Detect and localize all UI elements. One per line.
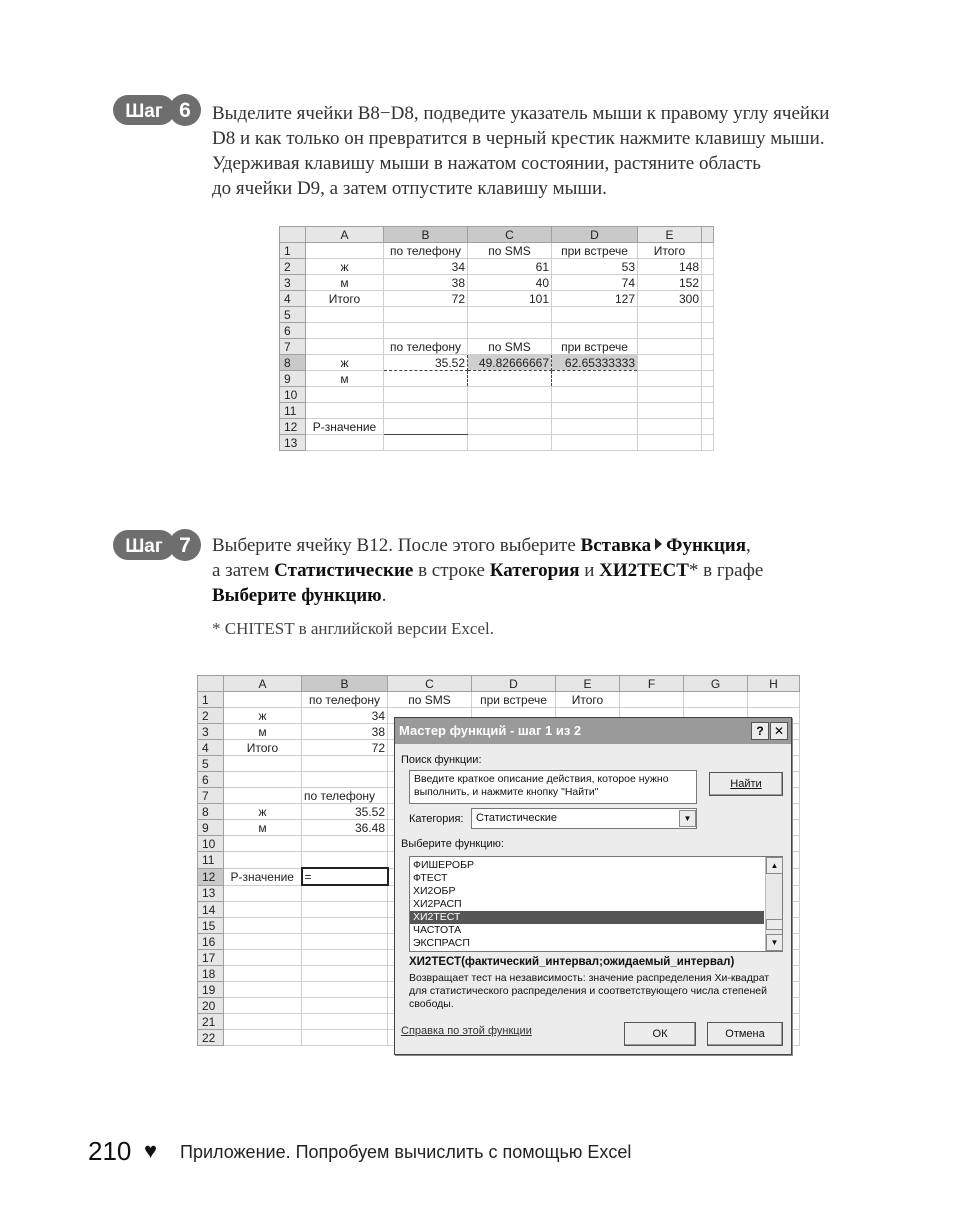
list-scrollbar[interactable]	[765, 857, 782, 951]
row-header[interactable]: 13	[280, 435, 306, 451]
sheet-cell[interactable]: Р-значение	[306, 419, 384, 435]
sheet-cell[interactable]: Итого	[306, 291, 384, 307]
step-7-badge	[112, 528, 204, 562]
column-header[interactable]: D	[472, 676, 556, 692]
svg-text:Шаг: Шаг	[125, 101, 163, 122]
category-select[interactable]	[471, 808, 697, 829]
sheet-cell[interactable]: 148	[638, 259, 702, 275]
corner-cell[interactable]	[280, 227, 306, 243]
sheet-cell[interactable]	[748, 692, 800, 708]
sheet-cell[interactable]	[302, 902, 388, 918]
sheet-cell[interactable]: при встрече	[552, 339, 638, 355]
row-header[interactable]: 10	[198, 836, 224, 852]
row-header[interactable]: 11	[280, 403, 306, 419]
step-6-text	[212, 101, 829, 201]
sheet-cell[interactable]	[384, 387, 468, 403]
page-number: 210	[88, 1136, 132, 1166]
sheet-cell[interactable]	[684, 692, 748, 708]
sheet-cell[interactable]	[702, 419, 714, 435]
heart-icon: ♥	[144, 1138, 158, 1163]
sheet-cell[interactable]	[384, 403, 468, 419]
sheet-cell[interactable]: 61	[468, 259, 552, 275]
row-header[interactable]: 12	[198, 868, 224, 885]
sheet-cell[interactable]: м	[224, 820, 302, 836]
sheet-cell[interactable]	[224, 756, 302, 772]
ok-button[interactable]: ОК	[624, 1022, 696, 1046]
function-list-item[interactable]: ЧАСТОТА	[413, 924, 462, 936]
sheet-cell[interactable]	[552, 371, 638, 387]
sheet-cell[interactable]: Итого	[556, 692, 620, 708]
sheet-cell[interactable]: по телефону	[384, 339, 468, 355]
sheet-cell[interactable]: по SMS	[468, 243, 552, 259]
close-button[interactable]: ✕	[770, 722, 788, 740]
sheet-cell[interactable]	[468, 419, 552, 435]
row-header[interactable]: 12	[280, 419, 306, 435]
sheet-cell[interactable]	[702, 339, 714, 355]
row-header[interactable]: 8	[280, 355, 306, 371]
sheet-cell[interactable]	[302, 966, 388, 982]
row-header[interactable]: 3	[198, 724, 224, 740]
sheet-cell[interactable]	[302, 756, 388, 772]
sheet-cell[interactable]: м	[306, 275, 384, 291]
function-list-item[interactable]: ЭКСПРАСП	[413, 937, 470, 949]
sheet-cell[interactable]	[306, 403, 384, 419]
sheet-cell[interactable]: 152	[638, 275, 702, 291]
sheet-cell[interactable]	[224, 998, 302, 1014]
row-header[interactable]: 7	[198, 788, 224, 804]
sheet-cell[interactable]: Итого	[638, 243, 702, 259]
column-header[interactable]: C	[388, 676, 472, 692]
function-description: Возвращает тест на независимость: значение распределения Хи-квадрат для статистического распределения и соответствующего числа степеней свободы.	[409, 972, 770, 1010]
sheet-cell[interactable]: 38	[302, 724, 388, 740]
sheet-cell[interactable]: Итого	[224, 740, 302, 756]
sheet-cell[interactable]: 49.82666667	[468, 355, 552, 371]
row-header[interactable]: 19	[198, 982, 224, 998]
chevron-down-icon[interactable]: ▼	[679, 810, 696, 827]
cancel-button[interactable]: Отмена	[707, 1022, 783, 1046]
column-header[interactable]: B	[302, 676, 388, 692]
sheet-cell[interactable]	[702, 323, 714, 339]
sheet-cell[interactable]	[552, 419, 638, 435]
scroll-down-icon[interactable]: ▼	[766, 934, 783, 951]
row-header[interactable]: 8	[198, 804, 224, 820]
row-header[interactable]: 22	[198, 1030, 224, 1046]
svg-text:7: 7	[179, 534, 191, 557]
sheet-cell[interactable]	[306, 435, 384, 451]
sheet-cell[interactable]	[224, 772, 302, 788]
row-header[interactable]: 18	[198, 966, 224, 982]
sheet-cell[interactable]	[468, 387, 552, 403]
column-header[interactable]: E	[638, 227, 702, 243]
sheet-cell[interactable]: при встрече	[472, 692, 556, 708]
sheet-cell[interactable]: 101	[468, 291, 552, 307]
sheet-cell[interactable]	[302, 950, 388, 966]
step-6-badge	[112, 93, 204, 127]
sheet-cell[interactable]	[224, 918, 302, 934]
table-row	[280, 339, 714, 355]
sheet-cell[interactable]	[306, 323, 384, 339]
table-row	[280, 307, 714, 323]
table-row	[280, 323, 714, 339]
sheet-cell[interactable]: 72	[384, 291, 468, 307]
sheet-cell[interactable]	[302, 852, 388, 869]
row-header[interactable]: 7	[280, 339, 306, 355]
row-header[interactable]: 4	[280, 291, 306, 307]
row-header[interactable]: 5	[198, 756, 224, 772]
sheet-cell[interactable]: 34	[384, 259, 468, 275]
sheet-cell[interactable]	[638, 323, 702, 339]
table-row	[280, 435, 714, 451]
row-header[interactable]: 11	[198, 852, 224, 869]
sheet-cell[interactable]	[384, 371, 468, 387]
column-header[interactable]: C	[468, 227, 552, 243]
sheet-cell[interactable]	[638, 403, 702, 419]
help-link[interactable]: Справка по этой функции	[401, 1025, 532, 1037]
step-6-line: до ячейки D9, а затем отпустите клавишу мыши.	[212, 178, 607, 199]
sheet-cell[interactable]	[384, 323, 468, 339]
column-header[interactable]: A	[224, 676, 302, 692]
table-row	[280, 387, 714, 403]
sheet-cell[interactable]	[552, 435, 638, 451]
step-6-line: Выделите ячейки B8−D8, подведите указатель мыши к правому углу ячейки	[212, 103, 830, 124]
sheet-cell[interactable]: при встрече	[552, 243, 638, 259]
sheet-cell[interactable]: 35.52	[302, 804, 388, 820]
row-header[interactable]: 1	[280, 243, 306, 259]
scroll-up-icon[interactable]: ▲	[766, 857, 783, 874]
sheet-cell[interactable]: 62.65333333	[552, 355, 638, 371]
sheet-cell[interactable]	[224, 934, 302, 950]
column-header[interactable]	[702, 227, 714, 243]
sheet-cell[interactable]	[552, 323, 638, 339]
column-header[interactable]: F	[620, 676, 684, 692]
row-header[interactable]: 14	[198, 902, 224, 918]
row-header[interactable]: 21	[198, 1014, 224, 1030]
sheet-cell[interactable]	[302, 998, 388, 1014]
row-header[interactable]: 20	[198, 998, 224, 1014]
svg-text:6: 6	[179, 99, 191, 122]
sheet-cell[interactable]	[302, 772, 388, 788]
sheet-cell[interactable]	[224, 788, 302, 804]
sheet-cell[interactable]: ж	[306, 259, 384, 275]
row-header[interactable]: 3	[280, 275, 306, 291]
sheet-cell[interactable]	[302, 982, 388, 998]
table-row	[280, 291, 714, 307]
sheet-cell[interactable]	[468, 371, 552, 387]
sheet-cell[interactable]	[468, 323, 552, 339]
footnote: * CHITEST в английской версии Excel.	[212, 619, 494, 638]
table-row	[198, 692, 800, 708]
function-list-item[interactable]: ХИ2ТЕСТ	[410, 911, 764, 924]
table-row	[280, 403, 714, 419]
function-list-item[interactable]: ХИ2ОБР	[413, 885, 456, 897]
sheet-cell[interactable]: =	[302, 868, 388, 885]
sheet-cell[interactable]	[224, 966, 302, 982]
sheet-cell[interactable]	[552, 387, 638, 403]
sheet-cell[interactable]	[638, 307, 702, 323]
search-label: Поиск функции:	[401, 754, 482, 766]
column-header[interactable]: B	[384, 227, 468, 243]
sheet-cell[interactable]	[306, 243, 384, 259]
row-header[interactable]: 1	[198, 692, 224, 708]
sheet-cell[interactable]	[302, 1030, 388, 1046]
sheet-cell[interactable]: по телефону	[384, 243, 468, 259]
sheet-cell[interactable]: 40	[468, 275, 552, 291]
row-header[interactable]: 6	[198, 772, 224, 788]
sheet-cell[interactable]	[306, 387, 384, 403]
help-button[interactable]: ?	[751, 722, 769, 740]
step-6-line: D8 и как только он превратится в черный крестик нажмите клавишу мыши.	[212, 128, 825, 149]
sheet-cell[interactable]	[224, 902, 302, 918]
menu-arrow-icon	[655, 538, 662, 550]
function-signature: ХИ2ТЕСТ(фактический_интервал;ожидаемый_интервал)	[409, 956, 735, 968]
sheet-cell[interactable]	[702, 275, 714, 291]
sheet-cell[interactable]	[224, 982, 302, 998]
sheet-cell[interactable]	[638, 355, 702, 371]
dialog-title: Мастер функций - шаг 1 из 2	[395, 718, 791, 744]
search-input[interactable]: Введите краткое описание действия, которое нужно выполнить, и нажмите кнопку "Найти"	[409, 770, 697, 804]
sheet-cell[interactable]	[552, 403, 638, 419]
sheet-cell[interactable]: 127	[552, 291, 638, 307]
find-button[interactable]: Найти	[709, 772, 783, 796]
sheet-cell[interactable]	[302, 836, 388, 852]
step-7-line-3: Выберите функцию.	[212, 585, 387, 606]
sheet-cell[interactable]	[638, 339, 702, 355]
sheet-cell[interactable]: по SMS	[388, 692, 472, 708]
table-row	[280, 371, 714, 387]
row-header[interactable]: 9	[198, 820, 224, 836]
sheet-cell[interactable]	[468, 307, 552, 323]
sheet-cell[interactable]	[224, 1030, 302, 1046]
row-header[interactable]: 16	[198, 934, 224, 950]
column-header[interactable]: G	[684, 676, 748, 692]
sheet-cell[interactable]: м	[224, 724, 302, 740]
sheet-cell[interactable]	[702, 403, 714, 419]
sheet-cell[interactable]	[224, 692, 302, 708]
sheet-cell[interactable]: 35.52	[384, 355, 468, 371]
sheet-cell[interactable]	[224, 852, 302, 869]
sheet-cell[interactable]	[638, 371, 702, 387]
sheet-cell[interactable]	[224, 836, 302, 852]
table-row	[280, 355, 714, 371]
sheet-cell[interactable]: ж	[224, 804, 302, 820]
function-list-item[interactable]: ХИ2РАСП	[413, 898, 462, 910]
sheet-cell[interactable]: по телефону	[302, 788, 388, 804]
sheet-cell[interactable]	[224, 950, 302, 966]
sheet-cell[interactable]	[384, 307, 468, 323]
sheet-cell[interactable]: 34	[302, 708, 388, 724]
row-header[interactable]: 10	[280, 387, 306, 403]
table-row	[280, 275, 714, 291]
scroll-thumb[interactable]	[766, 919, 783, 930]
row-header[interactable]: 15	[198, 918, 224, 934]
row-header[interactable]: 9	[280, 371, 306, 387]
sheet-cell[interactable]	[384, 419, 468, 435]
sheet-cell[interactable]: 53	[552, 259, 638, 275]
function-list[interactable]	[409, 856, 783, 952]
sheet-cell[interactable]	[224, 1014, 302, 1030]
sheet-cell[interactable]	[384, 435, 468, 451]
column-header[interactable]: E	[556, 676, 620, 692]
row-header[interactable]: 4	[198, 740, 224, 756]
sheet-cell[interactable]: 74	[552, 275, 638, 291]
sheet-cell[interactable]	[702, 435, 714, 451]
row-header[interactable]: 13	[198, 885, 224, 902]
row-header[interactable]: 2	[280, 259, 306, 275]
sheet-cell[interactable]	[224, 885, 302, 902]
sheet-cell[interactable]	[302, 918, 388, 934]
row-header[interactable]: 6	[280, 323, 306, 339]
sheet-cell[interactable]	[702, 259, 714, 275]
table-row	[280, 419, 714, 435]
sheet-cell[interactable]	[302, 934, 388, 950]
step-7-line-2: а затем Статистические в строке Категория и ХИ2ТЕСТ* в графе	[212, 560, 764, 581]
sheet-cell[interactable]	[302, 885, 388, 902]
sheet-cell[interactable]	[702, 371, 714, 387]
sheet-cell[interactable]: Р-значение	[224, 868, 302, 885]
sheet-cell[interactable]: по телефону	[302, 692, 388, 708]
sheet-cell[interactable]	[638, 419, 702, 435]
function-list-item[interactable]: ФИШЕРОБР	[413, 859, 474, 871]
sheet-cell[interactable]: ж	[224, 708, 302, 724]
category-value: Статистические	[476, 812, 558, 824]
sheet-cell[interactable]: 300	[638, 291, 702, 307]
column-header[interactable]: H	[748, 676, 800, 692]
row-header[interactable]: 17	[198, 950, 224, 966]
row-header[interactable]: 2	[198, 708, 224, 724]
sheet-cell[interactable]	[306, 307, 384, 323]
sheet-cell[interactable]	[702, 307, 714, 323]
sheet-cell[interactable]: м	[306, 371, 384, 387]
sheet-cell[interactable]: 36.48	[302, 820, 388, 836]
function-wizard-dialog	[394, 717, 792, 1055]
sheet-cell[interactable]	[306, 339, 384, 355]
column-header[interactable]: A	[306, 227, 384, 243]
sheet-cell[interactable]: ж	[306, 355, 384, 371]
sheet-cell[interactable]	[468, 403, 552, 419]
step-7-line-1: Выберите ячейку B12. После этого выберите Вставка Функция,	[212, 535, 751, 556]
svg-text:Шаг: Шаг	[125, 536, 163, 557]
sheet-cell[interactable]: 38	[384, 275, 468, 291]
sheet-cell[interactable]	[702, 387, 714, 403]
function-list-item[interactable]: ФТЕСТ	[413, 872, 448, 884]
sheet-cell[interactable]	[702, 291, 714, 307]
sheet-cell[interactable]	[468, 435, 552, 451]
sheet-cell[interactable]	[702, 355, 714, 371]
sheet-cell[interactable]	[702, 243, 714, 259]
sheet-cell[interactable]	[302, 1014, 388, 1030]
corner-cell[interactable]	[198, 676, 224, 692]
running-footer: Приложение. Попробуем вычислить с помощью Excel	[180, 1142, 632, 1162]
table-row	[280, 243, 714, 259]
sheet-cell[interactable]	[620, 692, 684, 708]
category-label: Категория:	[409, 813, 464, 825]
sheet-cell[interactable]: по SMS	[468, 339, 552, 355]
spreadsheet-step6	[279, 226, 714, 451]
step-7-text	[212, 533, 763, 608]
column-header[interactable]: D	[552, 227, 638, 243]
step-6-line: Удерживая клавишу мыши в нажатом состоянии, растяните область	[212, 153, 761, 174]
sheet-cell[interactable]	[638, 387, 702, 403]
select-function-label: Выберите функцию:	[401, 838, 504, 850]
sheet-cell[interactable]: 72	[302, 740, 388, 756]
table-row	[280, 259, 714, 275]
row-header[interactable]: 5	[280, 307, 306, 323]
sheet-cell[interactable]	[552, 307, 638, 323]
sheet-cell[interactable]	[638, 435, 702, 451]
